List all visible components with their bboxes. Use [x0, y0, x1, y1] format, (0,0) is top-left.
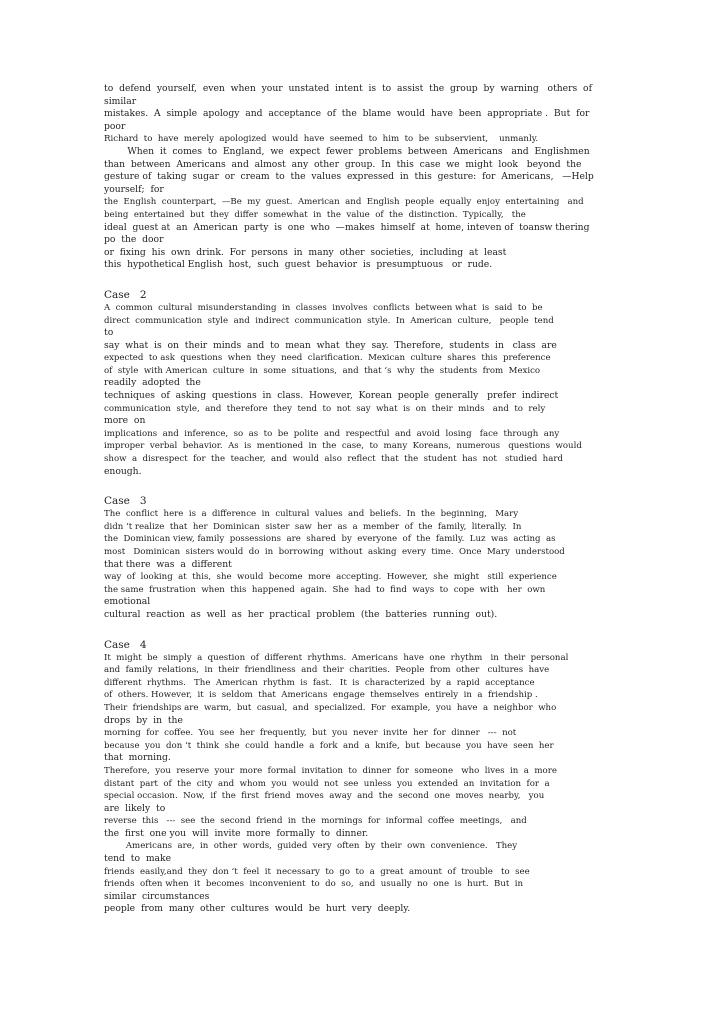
text-line: drops by in the [104, 714, 183, 726]
case-4-section [104, 638, 684, 916]
text-line: most Dominican sisters would do in borrowing without asking every time. Once Mary understood [104, 547, 565, 557]
text-line: A common cultural misunderstanding in classes involves conflicts between what is said to be [104, 302, 543, 313]
text-line: Their friendships are warm, but casual, and specialized. For example, you have a neighbor who [104, 702, 557, 713]
text-line: the Dominican view, family possessions are shared by everyone of the family. Luz was acting as [104, 534, 556, 545]
text-line: than between Americans and almost any other group. In this case we might look beyond the [104, 158, 582, 170]
text-line: reverse this --- see the second friend in the mornings for informal coffee meetings, and [104, 816, 527, 827]
text-line: techniques of asking questions in class. However, Korean people generally prefer indirect [104, 390, 559, 402]
text-line: enough. [104, 465, 142, 477]
text-line: It might be simply a question of different rhythms. Americans have one rhythm in their personal [104, 652, 569, 663]
text-line: show a disrespect for the teacher, and would also reflect that the student has not studied hard [104, 454, 563, 465]
text-line: Therefore, you reserve your more formal invitation to dinner for someone who lives in a more [104, 765, 557, 776]
text-line: more on [104, 415, 146, 427]
case-heading: Case 4 [104, 638, 147, 651]
text-line: people from many other cultures would be hurt very deeply. [104, 903, 411, 915]
text-line: cultural reaction as well as her practical problem (the batteries running out). [104, 608, 498, 620]
text-line: direct communication style and indirect communication style. In American culture, people tend [104, 315, 554, 326]
text-line: the English counterpart, —Be my guest. American and English people equally enjoy entertaining and [104, 197, 584, 208]
text-line: mistakes. A simple apology and acceptance of the blame would have been appropriate . But for [104, 108, 590, 120]
text-line: improper verbal behavior. As is mentioned in the case, to many Koreans, numerous questions would [104, 441, 582, 452]
intro-section [104, 83, 684, 272]
text-line: po the door [104, 234, 164, 246]
text-line: say what is on their minds and to mean what they say. Therefore, students in class are [104, 339, 557, 351]
text-line: emotional [104, 596, 151, 608]
text-line: poor [104, 120, 126, 132]
text-line: expected to ask questions when they need clarification. Mexican culture shares this preference [104, 353, 551, 364]
text-line: morning for coffee. You see her frequently, but you never invite her for dinner --- not [104, 728, 517, 739]
text-line: similar circumstances [104, 890, 210, 902]
text-line: communication style, and therefore they tend to not say what is on their minds and to rely [104, 403, 546, 414]
case-heading: Case 3 [104, 495, 147, 508]
text-line: The conflict here is a difference in cultural values and beliefs. In the beginning, Mary [104, 509, 519, 520]
text-line: yourself; for [104, 183, 164, 195]
text-line: are likely to [104, 802, 166, 814]
text-line: way of looking at this, she would become more accepting. However, she might still experience [104, 572, 557, 583]
text-line: the first one you will invite more formally to dinner. [104, 827, 369, 839]
text-line: the same frustration when this happened again. She had to find ways to cope with her own [104, 584, 546, 595]
text-line: When it comes to England, we expect fewer problems between Americans and Englishmen [104, 145, 590, 157]
text-line: ideal guest at an American party is one who —makes himself at home, inteven of toansw thering [104, 221, 590, 233]
text-line: of style with American culture in some situations, and that ‘s why the students from Mexico [104, 365, 541, 376]
text-line: tend to make [104, 853, 172, 865]
text-line: being entertained but they differ somewhat in the value of the distinction. Typically, the [104, 209, 526, 220]
text-line: and family relations, in their friendliness and their charities. People from other cultures have [104, 665, 550, 676]
text-line: because you don ‘t think she could handle a fork and a knife, but because you have seen her [104, 740, 554, 751]
document-page [104, 83, 684, 916]
case-3-section [104, 494, 684, 621]
text-line: that morning. [104, 752, 171, 764]
text-line: distant part of the city and whom you would not see unless you extended an invitation for a [104, 778, 550, 789]
text-line: of others. However, it is seldom that Americans engage themselves entirely in a friendship . [104, 690, 538, 701]
text-line: or fixing his own drink. For persons in many other societies, including at least [104, 246, 507, 258]
text-line: this hypothetical English host, such guest behavior is presumptuous or rude. [104, 259, 493, 271]
text-line: didn ‘t realize that her Dominican sister saw her as a member of the family, literally. In [104, 521, 522, 532]
text-line: to defend yourself, even when your unstated intent is to assist the group by warning others of [104, 83, 592, 94]
text-line: similar [104, 95, 137, 107]
text-line: readily adopted the [104, 377, 201, 389]
text-line: friends easily,and they don ‘t feel it necessary to go to a great amount of trouble to see [104, 866, 530, 877]
text-line: different rhythms. The American rhythm is fast. It is characterized by a rapid acceptance [104, 677, 535, 688]
text-line: special occasion. Now, if the first friend moves away and the second one moves nearby, you [104, 791, 545, 802]
text-line: Richard to have merely apologized would have seemed to him to be subservient, unmanly. [104, 134, 539, 145]
case-heading: Case 2 [104, 288, 147, 301]
text-line: friends often when it becomes inconvenient to do so, and usually no one is hurt. But in [104, 879, 524, 890]
text-line: implications and inference, so as to be polite and respectful and avoid losing face through any [104, 428, 560, 439]
text-line: that there was a different [104, 558, 232, 570]
case-2-section [104, 288, 684, 478]
text-line: to [104, 327, 114, 339]
text-line: gesture of taking sugar or cream to the values expressed in this gesture: for Americans, —Help [104, 171, 594, 183]
text-line: Americans are, in other words, guided very often by their own convenience. They [104, 841, 518, 852]
